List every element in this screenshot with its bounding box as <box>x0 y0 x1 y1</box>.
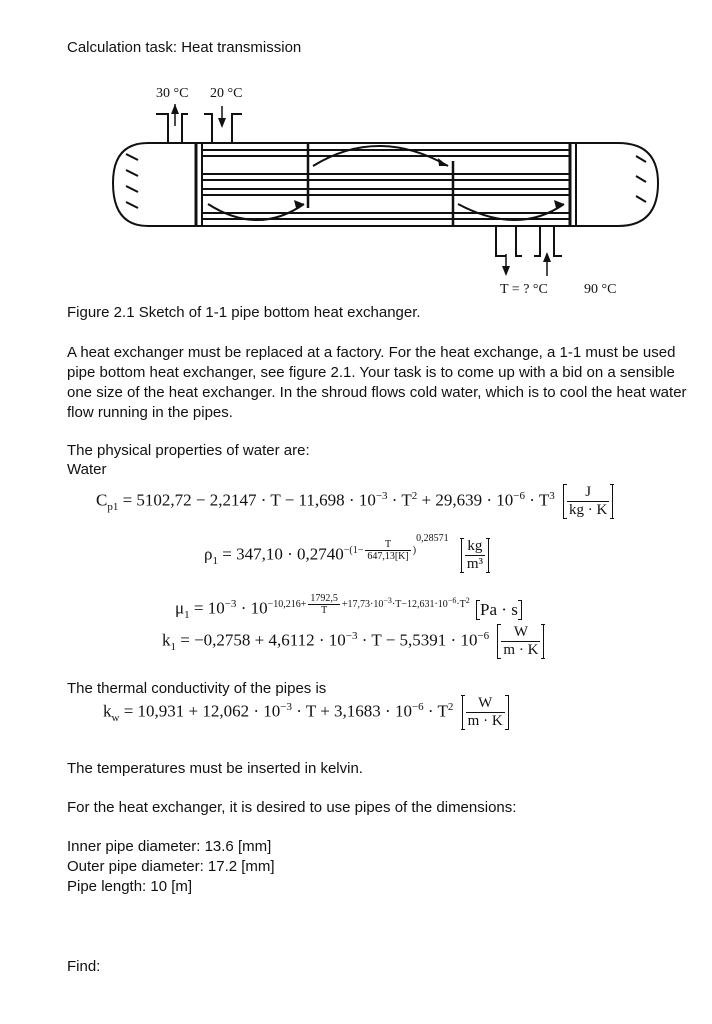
k-unit: $\frac{W}{m \cdot K}$ <box>497 624 544 659</box>
bottom-right-temp-label: 90 °C <box>584 282 617 297</box>
dimensions-heading: For the heat exchanger, it is desired to use pipes of the dimensions: <box>67 799 517 816</box>
top-right-temp-label: 20 °C <box>210 86 243 101</box>
kw-unit: $\frac{W}{m \cdot K}$ <box>462 695 509 730</box>
dimension-item-length: Pipe length: 10 [m] <box>67 878 193 895</box>
mu-unit: Pa · s <box>476 600 522 620</box>
top-left-temp-label: 30 °C <box>156 86 189 101</box>
figure-caption: Figure 2.1 Sketch of 1-1 pipe bottom heat exchanger. <box>67 304 421 321</box>
find-label: Find: <box>67 958 101 975</box>
heat-exchanger-figure <box>108 86 668 301</box>
kelvin-note: The temperatures must be inserted in kelvin. <box>67 760 363 777</box>
water-label: Water <box>67 461 107 478</box>
properties-heading: The physical properties of water are: <box>67 442 310 459</box>
equation-k: $k_1 = -0,2758 + 4,6112 \cdot 10^{-3} \cdot T - 5,5391 \cdot 10^{-6}$ $\frac{W}{m \cdot K}$ <box>162 624 544 659</box>
heat-exchanger-sketch <box>108 86 668 301</box>
equation-rho: $\rho_1 = 347,10 \cdot 0,2740^{-(1- \frac{T}{647,13[K]} )0,28571}$ $\frac{kg}{\text{m³}}$ <box>204 538 489 573</box>
bottom-left-temp-label: T = ? °C <box>500 282 548 297</box>
page-title: Calculation task: Heat transmission <box>67 39 302 56</box>
rho-unit: $\frac{kg}{\text{m³}}$ <box>461 538 489 573</box>
cp-unit: $\frac{J}{kg \cdot K}$ <box>563 484 613 519</box>
equation-mu: $\mu_1 = 10^{-3} \cdot 10^{-10,216+ \frac{1792,5}{T} +17,73\cdot 10^{-3}\cdot T-12,631\cdot 10^{-6}\cdot T^2}$ Pa · s <box>175 593 522 620</box>
dimension-item-inner: Inner pipe diameter: 13.6 [mm] <box>67 838 272 855</box>
intro-paragraph: A heat exchanger must be replaced at a factory. For the heat exchange, a 1-1 must be used pipe bottom heat exchanger, see figure 2.1. Your task is to come up with a bid on a sensible one size of the heat exchanger. In the shroud flows cold water, which is to cool the heat water flow running in the pipes. <box>67 344 687 421</box>
equation-cp: $C_{p1} = 5102,72 - 2,2147 \cdot T - 11,698 \cdot 10^{-3} \cdot T^2 + 29,639 \cdot 10^{-6} \cdot T^3$ $\frac{J}{kg \cdot K}$ <box>96 484 613 519</box>
conductivity-heading: The thermal conductivity of the pipes is <box>67 680 327 697</box>
equation-kw: $k_w = 10,931 + 12,062 \cdot 10^{-3} \cdot T + 3,1683 \cdot 10^{-6} \cdot T^2$ $\frac{W}{m \cdot K}$ <box>103 695 509 730</box>
dimension-item-outer: Outer pipe diameter: 17.2 [mm] <box>67 858 275 875</box>
